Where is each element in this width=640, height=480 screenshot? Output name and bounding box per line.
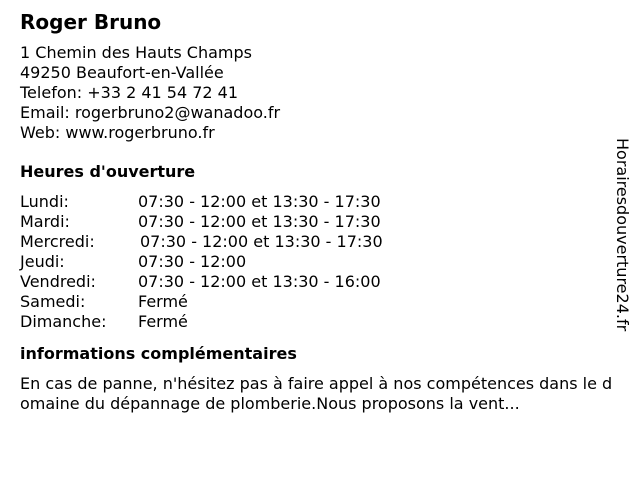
hours-day: Jeudi: [20,252,65,271]
hours-time: 07:30 - 12:00 et 13:30 - 17:30 [138,212,381,231]
hours-time: Fermé [138,312,188,331]
hours-time: 07:30 - 12:00 [138,252,247,271]
hours-row-saturday [20,292,620,312]
hours-time: Fermé [138,292,188,311]
hours-row-wednesday [20,232,620,252]
hours-day: Mercredi: [20,232,95,251]
hours-row-sunday [20,312,620,332]
hours-time: 07:30 - 12:00 et 13:30 - 17:30 [138,192,381,211]
hours-row-friday [20,272,620,292]
hours-day: Lundi: [20,192,69,211]
phone-text: Telefon: +33 2 41 54 72 41 [20,83,239,102]
hours-row-tuesday [20,212,620,232]
contact-block [20,43,620,143]
additional-info-text: En cas de panne, n'hésitez pas à faire appel à nos compétences dans le domaine du dépannage de plomberie.Nous proposons la vent... [20,374,613,413]
hours-time: 07:30 - 12:00 et 13:30 - 16:00 [138,272,381,291]
business-name: Roger Bruno [20,10,162,34]
hours-row-thursday [20,252,620,272]
opening-hours-table [20,192,620,332]
opening-hours-title: Heures d'ouverture [20,162,196,181]
hours-day: Samedi: [20,292,86,311]
hours-day: Dimanche: [20,312,107,331]
business-card [20,9,620,414]
hours-row-monday [20,192,620,212]
address-line2: 49250 Beaufort-en-Vallée [20,63,224,82]
hours-time: 07:30 - 12:00 et 13:30 - 17:30 [140,232,383,251]
hours-day: Vendredi: [20,272,96,291]
hours-day: Mardi: [20,212,70,231]
site-watermark: Horairesdouverture24.fr [613,138,632,332]
web-text: Web: www.rogerbruno.fr [20,123,215,142]
address-line1: 1 Chemin des Hauts Champs [20,43,252,62]
additional-info-title: informations complémentaires [20,344,297,363]
email-text: Email: rogerbruno2@wanadoo.fr [20,103,281,122]
